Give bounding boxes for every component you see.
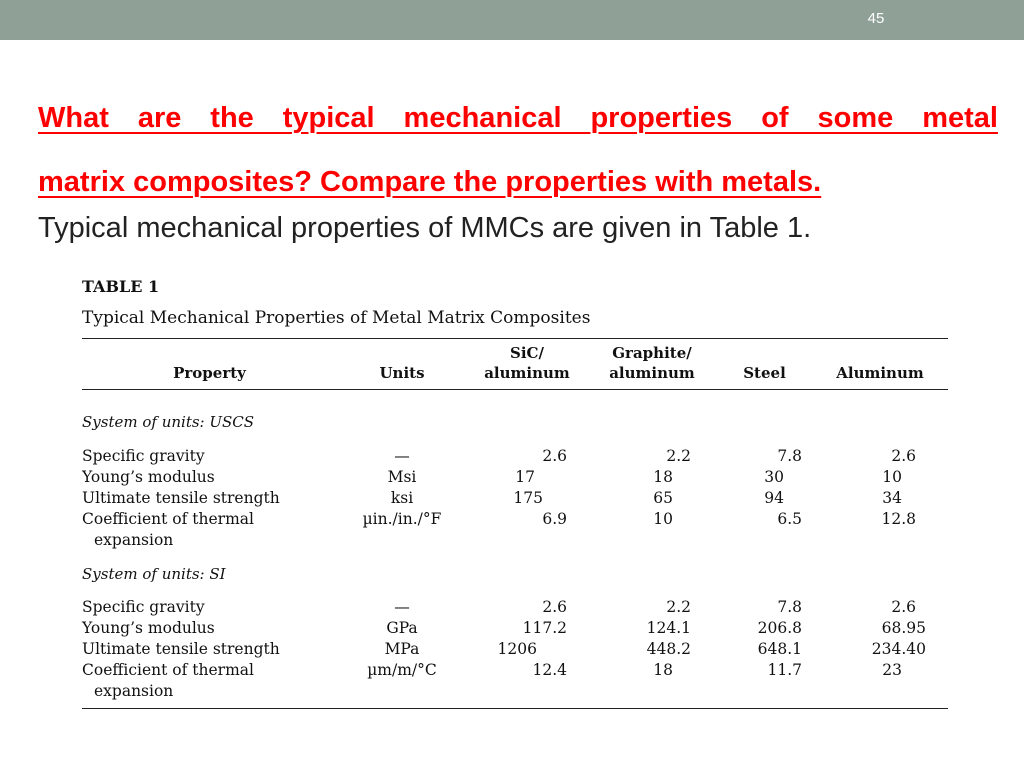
header-property: Property: [82, 339, 337, 390]
table-row: Ultimate tensile strength MPa 1206 448.2 648.1 234.40: [82, 640, 926, 658]
header-units: Units: [337, 339, 467, 390]
header-aluminum: Aluminum: [812, 339, 948, 390]
table-row: Specific gravity — 2.6 2.2 7.8 2.6: [82, 598, 916, 616]
section-heading-uscs: System of units: USCS: [82, 412, 255, 431]
table-row: expansion: [82, 681, 948, 709]
slide-header-bar: [0, 0, 1024, 40]
mechanical-properties-table: [82, 338, 948, 709]
intro-text: Typical mechanical properties of MMCs are given in Table 1.: [38, 212, 812, 244]
slide-number: 45: [867, 10, 885, 27]
question-line-1: What are the typical mechanical properties of some metal: [38, 102, 998, 134]
header-steel: Steel: [717, 339, 812, 390]
table-header-row: [82, 339, 948, 390]
table-row: Coefficient of thermal µin./in./°F 6.9 10 6.5 12.8: [82, 510, 916, 528]
table-row: Coefficient of thermal µm/m/°C 12.4 18 11.7 23: [82, 661, 902, 679]
question-line-2: matrix composites? Compare the properties with metals.: [38, 166, 822, 198]
section-heading-si: System of units: SI: [82, 564, 226, 583]
table-row: Young’s modulus GPa 117.2 124.1 206.8 68.95: [82, 619, 926, 637]
question-heading: [38, 86, 998, 214]
header-sic-aluminum: SiC/ aluminum: [467, 339, 587, 390]
table-row: expansion: [94, 531, 174, 549]
header-graphite-aluminum: Graphite/ aluminum: [587, 339, 717, 390]
properties-table-figure: [82, 276, 948, 709]
table-label: TABLE 1: [82, 277, 160, 296]
table-row: Specific gravity — 2.6 2.2 7.8 2.6: [82, 447, 916, 465]
table-row: Ultimate tensile strength ksi 175 65 94 34: [82, 489, 902, 507]
table-caption: Typical Mechanical Properties of Metal Matrix Composites: [82, 308, 591, 328]
table-row: Young’s modulus Msi 17 18 30 10: [82, 468, 902, 486]
